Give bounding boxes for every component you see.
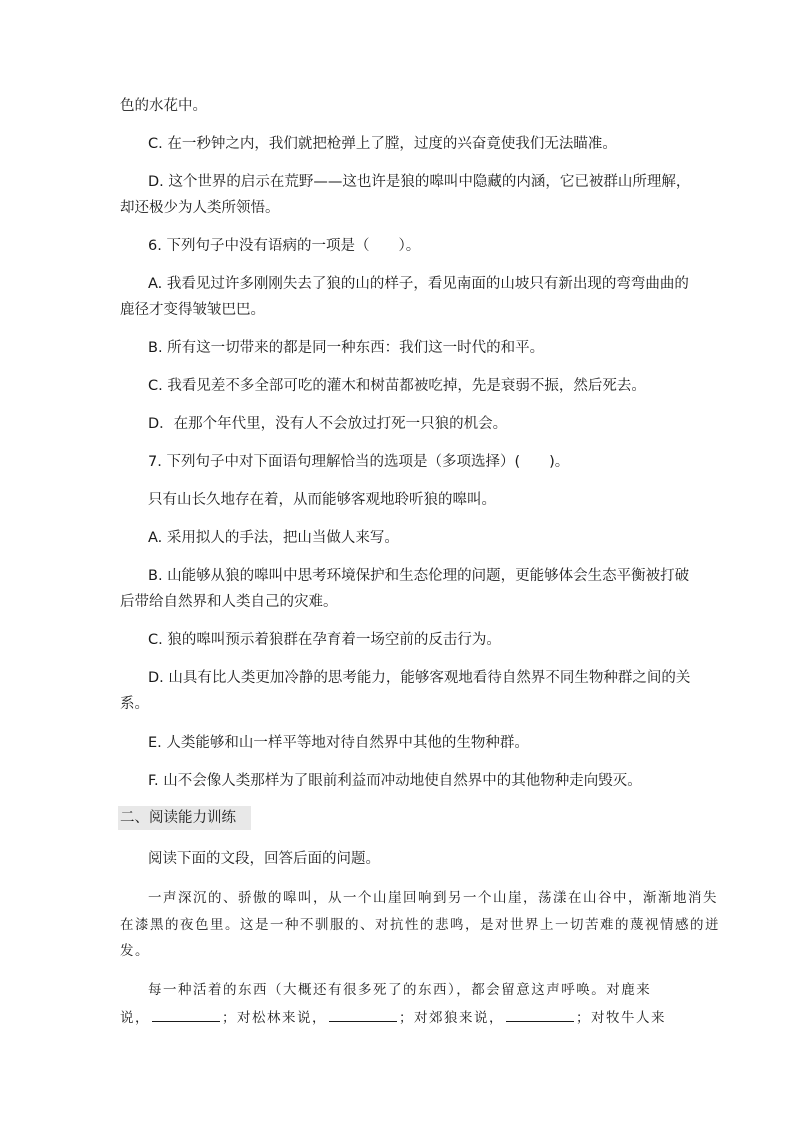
passage-segment: ；对郊狼来说，	[399, 1010, 504, 1026]
passage-line: 一声深沉的、骄傲的嗥叫，从一个山崖回响到另一个山崖，荡漾在山谷中，渐渐地消失	[148, 890, 718, 906]
passage-line: 在漆黑的夜色里。这是一种不驯服的、对抗性的悲鸣，是对世界上一切苦难的蔑视情感的迸	[120, 917, 720, 933]
passage-segment: 说，	[120, 1010, 150, 1026]
option-d-q6: D．在那个年代里，没有人不会放过打死一只狼的机会。	[148, 416, 508, 432]
option-c-q5: C. 在一秒钟之内，我们就把枪弹上了膛，过度的兴奋竟使我们无法瞄准。	[148, 136, 617, 152]
option-a-q6: A. 我看见过许多刚刚失去了狼的山的样子，看见南面的山坡只有新出现的弯弯曲曲的	[148, 276, 689, 292]
text-line: 后带给自然界和人类自己的灾难。	[120, 594, 338, 610]
option-c-q7: C. 狼的嗥叫预示着狼群在孕育着一场空前的反击行为。	[148, 632, 501, 648]
question-7: 7. 下列句子中对下面语句理解恰当的选项是（多项选择）( )。	[148, 454, 570, 470]
passage-fill-line	[120, 1007, 666, 1028]
text-line: 鹿径才变得皱皱巴巴。	[120, 302, 265, 318]
option-f-q7: F. 山不会像人类那样为了眼前利益而冲动地使自然界中的其他物种走向毁灭。	[148, 773, 642, 789]
text-line: 色的水花中。	[120, 98, 207, 114]
option-c-q6: C. 我看见差不多全部可吃的灌木和树苗都被吃掉，先是衰弱不振，然后死去。	[148, 378, 646, 394]
quoted-sentence: 只有山长久地存在着，从而能够客观地聆听狼的嗥叫。	[148, 492, 496, 508]
passage-segment: ；对松林来说，	[222, 1010, 327, 1026]
option-b-q7: B. 山能够从狼的嗥叫中思考环境保护和生态伦理的问题，更能够体会生态平衡被打破	[148, 568, 690, 584]
option-b-q6: B. 所有这一切带来的都是同一种东西：我们这一时代的和平。	[148, 340, 545, 356]
option-d-q7: D. 山具有比人类更加冷静的思考能力，能够客观地看待自然界不同生物种群之间的关	[148, 670, 691, 686]
question-6: 6. 下列句子中没有语病的一项是（ ）。	[148, 238, 421, 254]
passage-line: 发。	[120, 943, 150, 959]
text-line: 系。	[120, 696, 149, 712]
passage-segment: ；对牧牛人来	[576, 1010, 666, 1026]
passage-line: 每一种活着的东西（大概还有很多死了的东西），都会留意这声呼唤。对鹿来	[148, 982, 652, 998]
section-heading: 二、阅读能力训练	[118, 806, 251, 830]
instruction: 阅读下面的文段，回答后面的问题。	[148, 851, 380, 867]
answer-blank[interactable]	[152, 1007, 220, 1022]
option-a-q7: A. 采用拟人的手法，把山当做人来写。	[148, 530, 399, 546]
option-e-q7: E. 人类能够和山一样平等地对待自然界中其他的生物种群。	[148, 735, 529, 751]
option-d-q5: D. 这个世界的启示在荒野——这也许是狼的嗥叫中隐藏的内涵，它已被群山所理解，	[148, 174, 691, 190]
answer-blank[interactable]	[329, 1007, 397, 1022]
text-line: 却还极少为人类所领悟。	[120, 200, 280, 216]
answer-blank[interactable]	[506, 1007, 574, 1022]
